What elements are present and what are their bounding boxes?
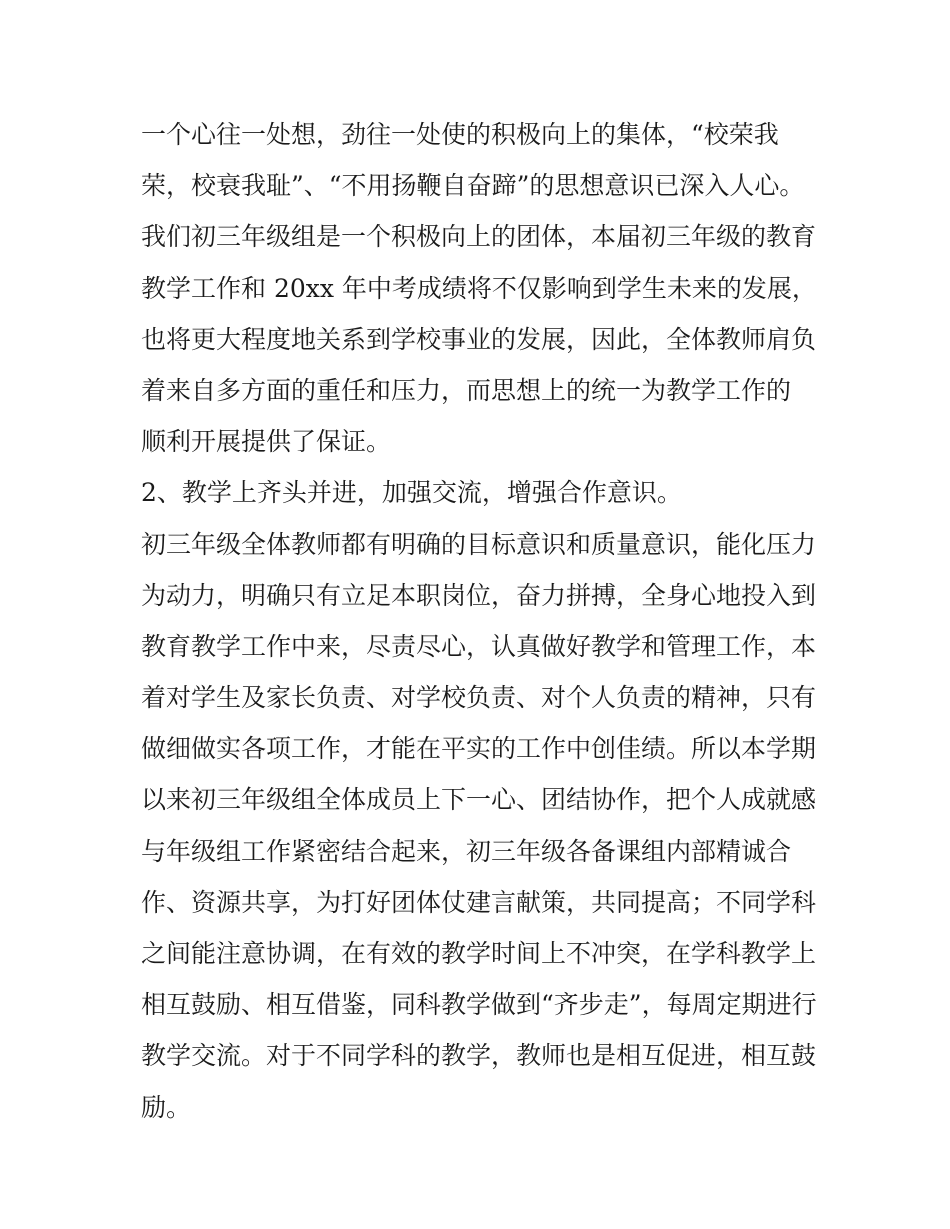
text-line: 做细做实各项工作，才能在平实的工作中创佳绩。所以本学期 bbox=[141, 734, 817, 764]
text-line: 着对学生及家长负责、对学校负责、对个人负责的精神，只有 bbox=[141, 683, 817, 713]
text-line: 之间能注意协调，在有效的教学时间上不冲突，在学科教学上 bbox=[141, 939, 817, 968]
text-line: 教育教学工作中来，尽责尽心，认真做好教学和管理工作，本 bbox=[141, 631, 817, 661]
text-line: 着来自多方面的重任和压力，而思想上的统一为教学工作的 bbox=[141, 375, 792, 405]
text-line: 励。 bbox=[141, 1092, 192, 1122]
section-heading: 2、教学上齐头并进，加强交流，增强合作意识。 bbox=[141, 478, 682, 508]
text-line: 作、资源共享，为打好团体仗建言献策，共同提高；不同学科 bbox=[141, 887, 817, 917]
text-line: 也将更大程度地关系到学校事业的发展，因此，全体教师肩负 bbox=[141, 324, 817, 354]
text-line: 为动力，明确只有立足本职岗位，奋力拼搏，全身心地投入到 bbox=[141, 580, 817, 610]
text-line: 以来初三年级组全体成员上下一心、团结协作，把个人成就感 bbox=[141, 785, 817, 815]
body-text bbox=[141, 109, 821, 1133]
text-line: 教学工作和 20xx 年中考成绩将不仅影响到学生未来的发展， bbox=[141, 273, 817, 303]
text-line: 教学交流。对于不同学科的教学，教师也是相互促进，相互鼓 bbox=[141, 1041, 817, 1071]
text-line: 相互鼓励、相互借鉴，同科教学做到“齐步走”，每周定期进行 bbox=[141, 990, 817, 1020]
text-line: 荣，校衰我耻”、“不用扬鞭自奋蹄”的思想意识已深入人心。 bbox=[141, 171, 805, 201]
text-line: 初三年级全体教师都有明确的目标意识和质量意识，能化压力 bbox=[141, 529, 817, 559]
text-line: 我们初三年级组是一个积极向上的团体，本届初三年级的教育 bbox=[141, 222, 817, 252]
text-line: 与年级组工作紧密结合起来，初三年级各备课组内部精诚合 bbox=[141, 836, 792, 866]
text-line: 顺利开展提供了保证。 bbox=[141, 427, 392, 457]
text-line: 一个心往一处想，劲往一处使的积极向上的集体，“校荣我 bbox=[141, 120, 779, 149]
